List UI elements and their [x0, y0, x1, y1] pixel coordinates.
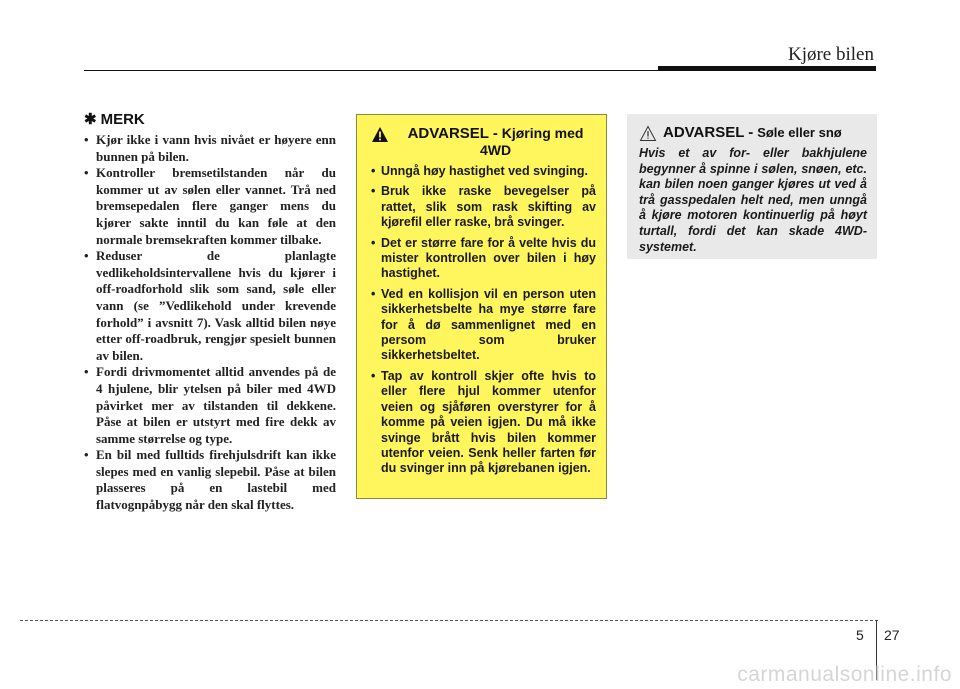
- footer-rule: [20, 620, 878, 621]
- header-rule: [84, 70, 658, 71]
- warning-mud-header: [639, 124, 867, 142]
- page-header-title: Kjøre bilen: [787, 44, 874, 65]
- warning-4wd-list: [371, 164, 596, 477]
- asterisk-icon: ✱: [84, 111, 97, 128]
- warning-4wd-heading: [395, 125, 596, 159]
- warning-4wd-subject: Kjøring med 4WD: [479, 125, 584, 158]
- warning-mud-subject: Søle eller snø: [757, 125, 842, 140]
- warning-mud-box: [627, 114, 877, 259]
- warning-4wd-item: • Det er større fare for å velte hvis du mister kontrollen over bilen i høy hastighet.: [371, 236, 596, 282]
- warning-4wd-header: [371, 125, 596, 159]
- warning-mud-heading: [663, 124, 842, 141]
- note-item: • Reduser de planlagte vedlikeholdsintervallene hvis du kjører i off-roadforhold slik som sand, søle eller vann (se ”Vedlikehold under krevende forhold” i avsnitt 7). Vask alltid bilen nøye etter off-roadbruk, rengjør spesielt bunnen av bilen.: [84, 248, 336, 364]
- warning-triangle-icon: [371, 126, 389, 143]
- note-list: [84, 132, 336, 514]
- note-item: • Fordi drivmomentet alltid anvendes på de 4 hjulene, blir ytelsen på biler med 4WD påvirket mer av tilstanden til dekkene. Påse at bilen er utstyrt med fire dekk av samme størrelse og type.: [84, 364, 336, 447]
- warning-4wd-label: ADVARSEL -: [407, 125, 498, 142]
- note-title-text: MERK: [100, 111, 145, 128]
- page-number: 27: [884, 627, 900, 643]
- warning-mud-label: ADVARSEL -: [663, 124, 754, 141]
- warning-triangle-outline-icon: [639, 125, 657, 142]
- watermark: carmanualsonline.info: [737, 663, 952, 686]
- note-item: • Kontroller bremsetilstanden når du kommer ut av sølen eller vannet. Trå ned bremsepedalen flere ganger mens du kjører sakte inntil du kan føle at den normale bremsekraften kommer tilbake.: [84, 165, 336, 248]
- warning-4wd-box: [356, 114, 607, 499]
- note-title: [84, 110, 336, 128]
- note-section: [84, 110, 336, 514]
- page-section-number: 5: [856, 627, 864, 643]
- warning-4wd-item: • Bruk ikke raske bevegelser på rattet, slik som rask skifting av kjørefil eller raske, brå svinger.: [371, 184, 596, 230]
- warning-4wd-item: • Unngå høy hastighet ved svinging.: [371, 164, 596, 179]
- warning-4wd-item: • Tap av kontroll skjer ofte hvis to eller flere hjul kommer utenfor veien og sjåføren overstyrer for å komme på veien igjen. Du må ikke svinge brått hvis bilen kommer utenfor veien. Senk heller farten før du svinger inn på kjørebanen igjen.: [371, 369, 596, 477]
- header-bar: [658, 66, 876, 71]
- note-item: • Kjør ikke i vann hvis nivået er høyere enn bunnen på bilen.: [84, 132, 336, 165]
- warning-mud-body: Hvis et av for- eller bakhjulene begynner å spinne i sølen, snøen, etc. kan bilen noen ganger kjøres ut ved å trå gasspedalen helt ned, men unngå å kjøre motoren kontinuerlig på høyt turtall, fordi det kan skade 4WD-systemet.: [639, 146, 867, 254]
- note-item: • En bil med fulltids firehjulsdrift kan ikke slepes med en vanlig slepebil. Påse at bilen plasseres på en lastebil med flatvognpåbygg når den skal flyttes.: [84, 447, 336, 513]
- warning-4wd-item: • Ved en kollisjon vil en person uten sikkerhetsbelte ha mye større fare for å dø sammenlignet med en persom som bruker sikkerhetsbeltet.: [371, 287, 596, 364]
